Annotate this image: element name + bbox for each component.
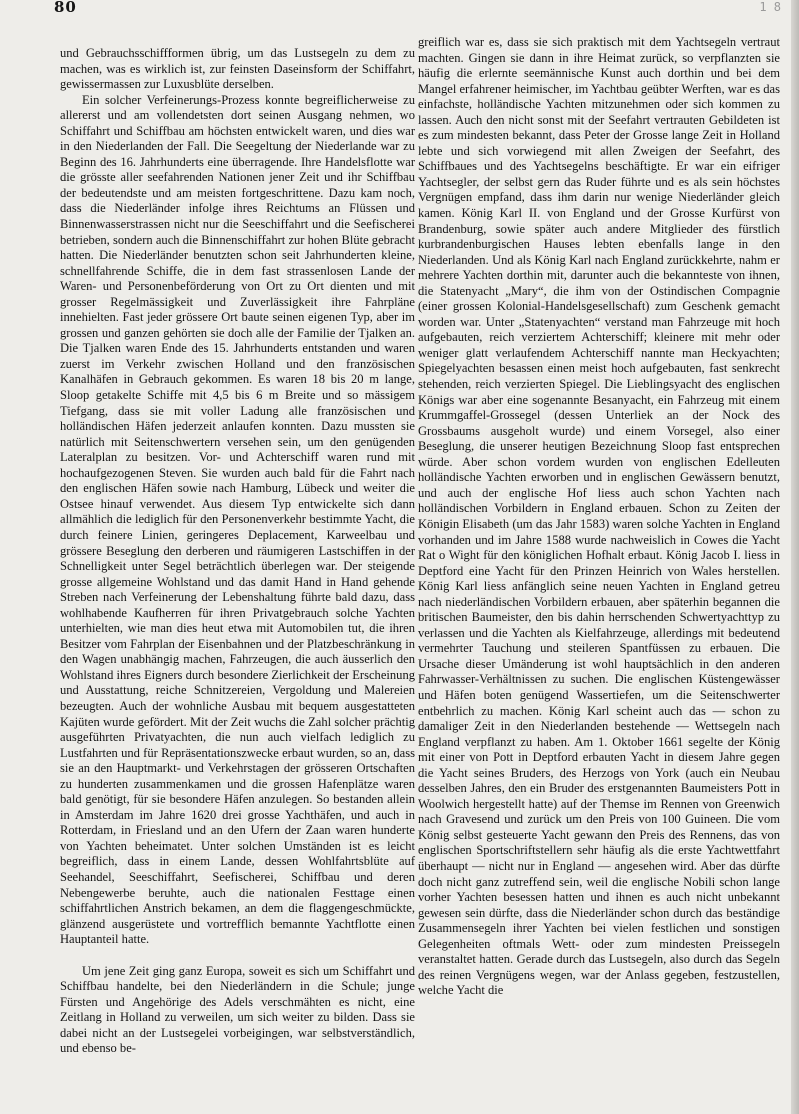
paragraph: greiflich war es, dass sie sich praktisch mit dem Yachtsegeln vertraut machten. Gingen sie dann in ihre Heimat zurück, so verpflanzten sie häufig die erlernte seemännische Kunst auch dorthin und bei dem Mangel erfahrener heimischer, im Yachtbau geübter Werften, war es das einfachste, holländische Yachten mitzunehmen oder sich kommen zu lassen. Auch den nicht sonst mit der Seefahrt vertrauten Gebildeten ist es zum mindesten bekannt, dass Peter der Grosse lange Zeit in Holland lebte und sich vorwiegend mit allen Zweigen der Seefahrt, des Schiffbaues und des Yachtsegelns beschäftigte. Er war ein eifriger Yachtsegler, der selbst gern das Ruder führte und es als sein höchstes Vergnügen empfand, dass ihm darin nur wenige Niederländer gleich kamen. König Karl II. von England und der Grosse Kurfürst von Brandenburg, sowie später auch andere Mitglieder des fürstlich kurbrandenburgischen Hauses lebten ebenfalls lange in den Niederlanden. Und als König Karl nach England zurückkehrte, nahm er mehrere Yachten dorthin mit, darunter auch die bekannteste von ihnen, die Statenyacht „Mary“, die ihm von der Ostindischen Compagnie (einer grossen Kolonial-Handelsgesellschaft) zum Geschenk gemacht worden war. Unter „Statenyachten“ verstand man Fahrzeuge mit hoch aufgebauten, reich verziertem Achterschiff; kleinere mit mehr oder weniger glatt verlaufendem Achterschiff nannte man Heckyachten; Spiegelyachten besassen einen meist hoch aufgebauten, fast senkrecht stehenden, reich verzierten Spiegel. Die Lieblingsyacht des englischen Königs war aber eine sogenannte Besanyacht, ein Fahrzeug mit einem Krummgaffel-Grossegel (dessen Unterliek an der Nock des Grossbaums ausgeholt wurde) und einem Vorsegel, also einer Beseglung, die unserer heutigen Bezeichnung Sloop fast entsprechen würde. Aber schon vordem wurden von englischen Edelleuten holländische Yachten erworben und in englischen Gewässern benutzt, und auch der englische Hof liess auch schon Yachten nach holländischen Vorbildern in England erbauen. Schon zu Zeiten der Königin Elisabeth (um das Jahr 1583) waren solche Yachten in England vorhanden und im Jahre 1588 wurde nachweislich in Cowes die Yacht Rat o Wight für den königlichen Hofhalt erbaut. König Jacob I. liess in Deptford eine Yacht für den Prinzen Heinrich von Wales herstellen. König Karl liess anfänglich seine neuen Yachten in England getreu nach niederländischen Vorbildern erbauen, aber späterhin begannen die britischen Baumeister, den bis dahin herrschenden Schwertyachttyp zu verlassen und die Yachten als Kielfahrzeuge, allerdings mit bedeutend vermehrter Tauchung und steileren Spantfüssen zu erbauen. Die Ursache dieser Umänderung ist wohl hauptsächlich in den anderen Fahrwasser-Verhältnissen zu suchen. Die englischen Küstengewässer und Häfen boten genügend Wassertiefen, um die Seitenschwerter entbehrlich zu machen. König Karl scheint auch das — schon zu damaliger Zeit in den Niederlanden bestehende — Wettsegeln nach England verpflanzt zu haben. Am 1. Oktober 1661 segelte der König mit einer von Pott in Deptford erbauten Yacht in diesem Jahre gegen die Yacht seines Bruders, des Herzogs von York (auch ein Neubau desselben Jahres, den ein Bruder des erstgenannten Baumeisters Pott in Woolwich hergestellt hatte) auf der Themse im Rennen von Greenwich nach Gravesend und zurück um den Preis von 100 Guineen. Die vom König selbst gesteuerte Yacht gewann den Preis des Rennens, das von englischen Sportschriftstellern sehr häufig als die erste Yachtwettfahrt überhaupt — nicht nur in England — angesehen wird. Aber das dürfte doch nicht ganz zutreffend sein, weil die englische Nobili schon lange vorher Yachten besessen hatten und ihnen es auch nicht unbekannt gewesen sein dürfte, dass die Niederländer schon durch das beständige Zusammensegeln ihrer Yachten bei vielen festlichen und sonstigen Gelegenheiten oftmals Wett- oder zum mindesten Preissegeln veranstaltet hatten. Gerade durch das Lustsegeln, also durch das Segeln des reinen Vergnügens wegen, war der Anlass gegeben, festzustellen, welche Yacht die (418, 35, 780, 998)
corner-mark: 1 8 (759, 0, 781, 14)
left-column (60, 46, 415, 1057)
paragraph: und Gebrauchsschiffformen übrig, um das Lustsegeln zu dem zu machen, was es wirklich ist, zur feinsten Daseinsform der Schiffahrt, gewissermassen zur Luxusblüte derselben. (60, 46, 415, 92)
paragraph: Ein solcher Verfeinerungs-Prozess konnte begreiflicherweise zu allererst und am vollendetsten dort seinen Ausgang nehmen, wo Schiffahrt und Schiffbau am höchsten entwickelt waren, und dies war in den Niederlanden der Fall. Die Seegeltung der Niederlande war zu Beginn des 16. Jahrhunderts eine überragende. Ihre Handelsflotte war die grösste aller seefahrenden Nationen jener Zeit und ihr Schiffbau der bedeutendste und am meisten fortgeschrittene. Dazu kam noch, dass die Niederländer infolge ihres Reichtums an Flüssen und Binnenwasserstrassen nicht nur die Seeschiffahrt und die Seefischerei betrieben, sondern auch die Binnenschiffahrt zur hohen Blüte gebracht hatten. Die Niederländer benutzten schon seit Jahrhunderten kleine, schnellfahrende Schiffe, die in dem fast strassenlosen Lande der Waren- und Personenbeförderung von Ort zu Ort dienten und mit grosser Regelmässigkeit und Zuverlässigkeit ihre Fahrpläne innehielten. Fast jeder grössere Ort baute seinen eigenen Typ, aber im grossen und ganzen gehörten sie doch alle der Familie der Tjalken an. Die Tjalken waren Ende des 15. Jahrhunderts entstanden und waren zuerst im Verkehr zwischen Holland und den französischen Kanalhäfen in Gebrauch gekommen. Es waren 18 bis 20 m lange, Sloop getakelte Schiffe mit 4,5 bis 6 m Breite und so mässigem Tiefgang, dass sie mit voller Ladung alle französischen und holländischen Häfen jederzeit anlaufen konnten. Dazu mussten sie natürlich mit Seitenschwertern versehen sein, um den genügenden Lateralplan zu besitzen. Vor- und Achterschiff waren rund mit hochaufgezogenen Steven. Sie wurden auch bald für die Fahrt nach den englischen Häfen sowie nach Hamburg, Lübeck und weiter die Ostsee hinauf verwendet. Aus diesem Typ entwickelte sich dann allmählich die lediglich für den Personenverkehr bestimmte Yacht, die durch feinere Linien, geringeres Deplacement, Karweelbau und grössere Beseglung den derberen und räumigeren Lastschiffen in der Schnelligkeit unter Segel beträchtlich überlegen war. Der steigende grosse allgemeine Wohlstand und das damit Hand in Hand gehende Streben nach Verfeinerung der Lebenshaltung führte bald dazu, dass wohlhabende Kaufherren für ihren Privatgebrauch solche Yachten unterhielten, wie man dies heut etwa mit Automobilen tut, die ihren Besitzer vom Fahrplan der Eisenbahnen und der Platzbeschränkung in den Wagen unabhängig machen, Fahrzeugen, die auch äusserlich den Wohlstand ihres Eigners durch besondere Zierlichkeit der Erscheinung und Ausstattung, reiche Schnitzereien, Vergoldung und Malereien bezeugten. Auch der wohnliche Ausbau mit bequem ausgestatteten Kajüten wurde gefördert. Mit der Zeit wuchs die Zahl solcher prächtig ausgeführten Privatyachten, die nun auch vielfach lediglich zu Lustfahrten und für Repräsentationszwecke erbaut wurden, so an, dass sie an den Hauptmarkt- und Verkehrstagen der grösseren Ortschaften zu hunderten zusammenkamen und die grossen Hafenplätze waren bald genötigt, für sie besondere Häfen anzulegen. So bestanden allein in Amsterdam im Jahre 1620 drei grosse Yachthäfen, und auch in Rotterdam, in Friesland und an den Ufern der Zaan waren hunderte von Yachten beheimatet. Unter solchen Umständen ist es leicht begreiflich, dass in einem Lande, dessen Wohlfahrtsblüte auf Seehandel, Seeschiffahrt, Seefischerei, Schiffbau und deren Nebengewerbe beruhte, auch die nationalen Festtage einen schiffahrtlichen Anstrich bekamen, an dem die flaggengeschmückte, glänzend ausgerüstete und vortrefflich bemannte Yachtflotte einen Hauptanteil hatte. (60, 92, 415, 947)
right-column (418, 35, 780, 999)
page-edge-shadow (791, 0, 799, 1114)
page-number: 80 (54, 0, 77, 16)
paragraph: Um jene Zeit ging ganz Europa, soweit es sich um Schiffahrt und Schiffbau handelte, bei den Niederländern in die Schule; junge Fürsten und Angehörige des Adels verschmähten es nicht, eine Zeitlang in Holland zu verweilen, um sich weiter zu bilden. Dass sie dabei nicht an der Lustsegelei vorbeigingen, war selbstverständlich, und ebenso be- (60, 963, 415, 1056)
